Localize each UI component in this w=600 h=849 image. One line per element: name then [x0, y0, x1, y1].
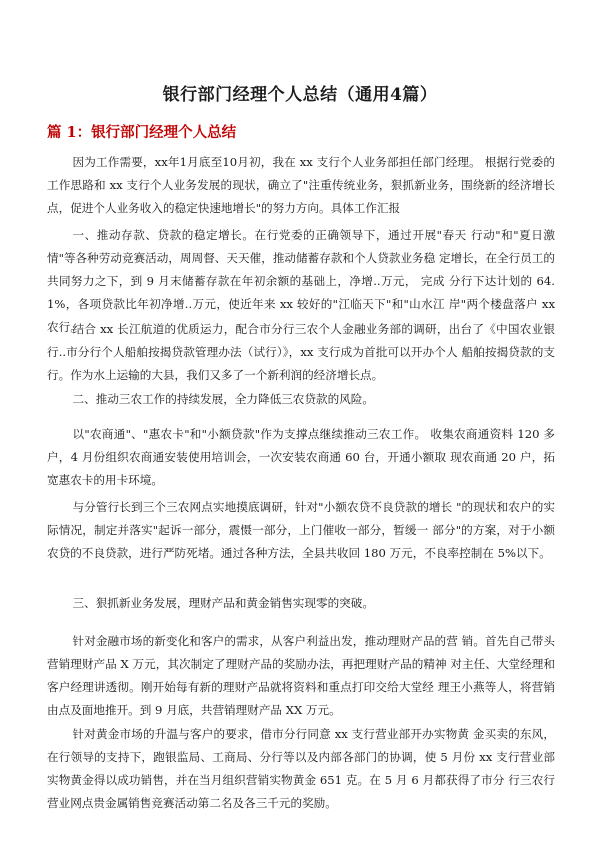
document-title: 银行部门经理个人总结（通用4篇）	[162, 85, 438, 105]
paragraph-ship-mortgage: 结合 xx 长江航道的优质运力，配合市分行三农个人金融业务部的调研，出台了《中国农业银行..市分行个人船舶按揭贷款管理办法（试行）》，xx 支行成为首批可以开办个人 船舶按揭贷款的支行。作为水上运输的大县，我们又多了一个新利润的经济增长点。	[47, 322, 555, 382]
paragraph-wealth-products: 针对金融市场的新变化和客户的需求，从客户利益出发，推动理财产品的营 销。首先自己带头营销理财产品 X 万元，其次制定了理财产品的奖励办法，再把理财产品的精神 对主任、大堂经理和客户经理讲透彻。刚开始每有新的理财产品就将资料和重点打印交给大堂经 理王小燕等人，将营销由点及面地推开。到 9 月底，共营销理财产品 XX 万元。	[47, 634, 555, 717]
paragraph-rural-tools: 以"农商通"、"惠农卡"和"小额贷款"作为支撑点继续推动三农工作。 收集农商通资料 120 多户，4 月份组织农商通安装使用培训会，一次安装农商通 60 台，开通小额取 现农商通 20 户，拓宽惠农卡的用卡环境。	[47, 427, 555, 487]
paragraph-deposits-loans: 一、推动存款、贷款的稳定增长。在行党委的正确领导下，通过开展"春天 行动"和"夏日激情"等各种劳动竞赛活动，周周督、天天催，推动储蓄存款和个人贷款业务稳 定增长，在全行员工的共同努力之下，到 9 月末储蓄存款在年初余额的基础上，净增..万元， 完成 分行下达计划的 64.1%，各项贷款比年初净增..万元，使近年来 xx 较好的"江临天下"和"山水江 岸"两个楼盘落户 xx 农行。	[47, 228, 555, 334]
paragraph-intro: 因为工作需要，xx年1月底至10月初，我在 xx 支行个人业务部担任部门经理。 根据行党委的工作思路和 xx 支行个人业务发展的现状，确立了"注重传统业务，狠抓新业务，围绕新的经济增长点，促进个人业务收入的稳定快速地增长"的努力方向。具体工作汇报	[47, 155, 555, 215]
paragraph-rural-loans: 与分管行长到三个三农网点实地摸底调研，针对"小额农贷不良贷款的增长 "的现状和农户的实际情况，制定并落实"起诉一部分，震慑一部分，上门催收一部分，暂缓一 部分"的方案，对于小额农贷的不良贷款，进行严防死堵。通过各种方法，全县共收回 180 万元，不良率控制在 5%以下。	[47, 500, 555, 560]
paragraph-heading-new-business: 三、狠抓新业务发展，理财产品和黄金销售实现零的突破。	[72, 596, 374, 610]
section-heading: 篇 1：银行部门经理个人总结	[47, 124, 237, 141]
paragraph-gold-sales: 针对黄金市场的升温与客户的要求，借市分行同意 xx 支行营业部开办实物黄 金买卖的东风，在行领导的支持下，跑银监局、工商局、分行等以及内部各部门的协调，使 5 月份 xx 支行营业部实物黄金得以成功销售，并在当月组织营销实物黄金 651 克。在 5 月 6 月都获得了市分 行三农行营业网点贵金属销售竞赛活动第二名及各三千元的奖励。	[47, 727, 555, 810]
paragraph-heading-rural: 二、推动三农工作的持续发展，全力降低三农贷款的风险。	[72, 392, 374, 406]
